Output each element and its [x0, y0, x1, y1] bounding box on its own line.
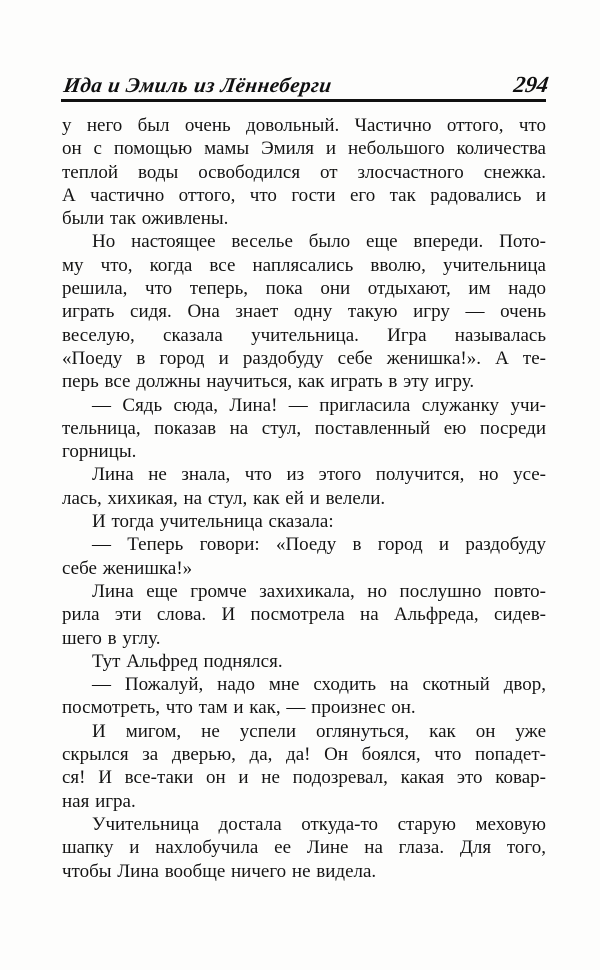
- paragraph: [62, 114, 546, 230]
- text-line: Лина не знала, что из этого получится, но усе-: [92, 464, 546, 486]
- text-line: Тут Альфред поднялся.: [92, 650, 283, 672]
- page-body: [62, 114, 546, 883]
- paragraph: [62, 813, 546, 883]
- text-line: скрылся за дверью, да, да! Он боялся, что попадет-: [62, 744, 546, 766]
- paragraph: [62, 230, 546, 393]
- text-line: му что, когда все наплясались вволю, учительница: [62, 254, 546, 276]
- text-line: И тогда учительница сказала:: [92, 511, 334, 533]
- page-number: 294: [511, 72, 550, 97]
- text-line: себе женишка!»: [62, 557, 193, 579]
- text-line: ная игра.: [62, 790, 136, 812]
- text-line: играть сидя. Она знает одну такую игру — очень: [62, 301, 546, 323]
- text-line: «Поеду в город и раздобуду себе женишка!». А те-: [62, 347, 546, 369]
- text-line: шего в углу.: [62, 627, 161, 649]
- text-line: веселую, сказала учительница. Игра называлась: [62, 324, 546, 346]
- text-line: Но настоящее веселье было еще впереди. Пото-: [92, 231, 546, 253]
- text-line: шапку и нахлобучила ее Лине на глаза. Для того,: [62, 837, 546, 859]
- paragraph: [62, 673, 546, 720]
- text-line: ся! И все-таки он и не подозревал, какая это ковар-: [62, 767, 546, 789]
- text-line: перь все должны научиться, как играть в эту игру.: [62, 371, 475, 393]
- text-line: тельница, показав на стул, поставленный ею посреди: [62, 417, 546, 439]
- text-line: посмотреть, что там и как, — произнес он.: [62, 697, 416, 719]
- paragraph: [62, 510, 546, 533]
- text-line: у него был очень довольный. Частично оттого, что: [62, 115, 546, 136]
- paragraph: [62, 533, 546, 580]
- paragraph: [62, 580, 546, 673]
- paragraph: [62, 394, 546, 464]
- paragraph: [62, 720, 546, 813]
- text-line: — Пожалуй, надо мне сходить на скотный двор,: [92, 674, 546, 696]
- text-line: — Теперь говори: «Поеду в город и раздобуду: [92, 534, 546, 556]
- paragraph: [62, 463, 546, 510]
- text-line: Учительница достала откуда-то старую меховую: [92, 813, 546, 835]
- page-header: [62, 66, 550, 98]
- text-line: — Сядь сюда, Лина! — пригласила служанку учи-: [92, 394, 546, 416]
- header-rule: [61, 99, 546, 102]
- text-line: горницы.: [62, 441, 137, 463]
- text-line: были так оживлены.: [62, 208, 229, 230]
- text-line: лась, хихикая, на стул, как ей и велели.: [62, 487, 386, 509]
- text-line: он с помощью мамы Эмиля и небольшого количества: [62, 138, 546, 160]
- text-line: теплой воды освободился от злосчастного снежка.: [62, 161, 546, 183]
- text-line: решила, что теперь, пока они отдыхают, им надо: [62, 278, 546, 300]
- text-line: рила эти слова. И посмотрела на Альфреда, сидев-: [62, 604, 546, 626]
- text-line: И мигом, не успели оглянуться, как он уже: [92, 720, 546, 742]
- running-title: Ида и Эмиль из Лённеберги: [62, 73, 334, 97]
- text-line: А частично оттого, что гости его так радовались и: [62, 184, 546, 206]
- text-line: чтобы Лина вообще ничего не видела.: [62, 860, 377, 882]
- text-line: Лина еще громче захихикала, но послушно повто-: [92, 580, 546, 602]
